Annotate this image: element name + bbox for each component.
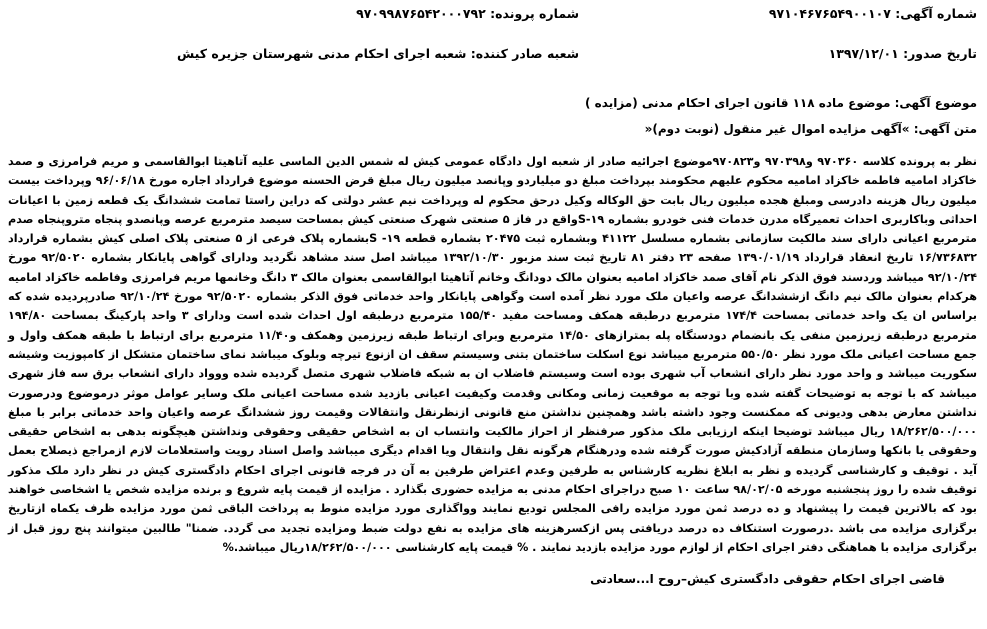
subject-label: موضوع آگهی: bbox=[894, 96, 977, 110]
subject-value: موضوع ماده ۱۱۸ قانون اجرای احکام مدنی (مزایده ) bbox=[585, 96, 891, 110]
notice-paragraph: نظر به پرونده کلاسه ۹۷۰۳۶۰ و۹۷۰۳۹۸ و۹۷۰۸۲۳موضوع اجرائیه صادر از شعبه اول دادگاه عمومی کیش له شمس الدین الماسی علیه آتاهیتا ابوالقاسمی و مریم فرامرزی و صمد خاکزاد امامیه فاطمه خاکزاد امامیه محکوم علیهم محکومند بپرداخت مبلغ دو میلیاردو وپانصد میلیون ریال مبلغ قرض الحسنه موضوع قرارداد اجاره مورخ ۹۶/۰۶/۱۸ وپرداخت بیست میلیون ریال هزینه دادرسی ومبلغ هجده میلیون ریال بابت حق الوکاله وکیل درحق محکوم له وپرداخت نیم عشر دولتی که دراین راستا تمامت ششدانگ یک قطعه زمین با اعیانات احداثی وباکاربری احداث تعمیرگاه مدرن خدمات فنی خودرو بشماره ۱۹-Sواقع در فاز ۵ صنعتی شهرک صنعتی کیش بمساحت سیصد مترمربع عرصه وپانصدو پنجاه متروپنجاه صدم مترمربع اعیانی دارای سند مالکیت سازمانی بشماره مسلسل ۴۱۱۲۲ وبشماره ثبت ۲۰۴۷۵ بشماره قطعه ۱۹- Sبشماره پلاک فرعی از ۵ صنعتی پلاک اصلی کیش بشماره قرارداد ۱۶/۷۳۶۸۳۲ تاریخ انعقاد قرارداد ۱۳۹۰/۰۱/۱۹ صفحه ۲۳ دفتر ۸۱ تاریخ ثبت سند مزبور ۱۳۹۲/۱۰/۳۰ میباشد اصل سند مشاهد نگردید ودارای گواهی پایانکار بشماره ۹۲/۵۰۲۰ مورخ ۹۲/۱۰/۲۴ میباشد وردسند فوق الذکر نام آقای صمد خاکزاد امامیه بعنوان مالک دودانگ وخانم آتاهیتا ابوالقاسمی بعنوان مالک ۳ دانگ وخانمها مریم فرامرزی وفاطمه خاکزاد امامیه هرکدام بعنوان مالک نیم دانگ ازششدانگ عرصه واعیان ملک مورد نظر آمده است وگواهی پایانکار واحد خدماتی فوق الذکر بشماره ۹۲/۵۰۲۰ مورخ ۹۲/۱۰/۲۴ صادرپردیده شده که براساس ان یک واحد خدماتی بمساحت ۱۷۴/۴ مترمربع درطبقه همکف ومساحت مفید ۱۵۵/۴۰ مترمربع درطبقه اول احداث شده است ودارای ۳ واحد پارکینگ بمساحت ۱۹۴/۸۰ مترمربع درطبقه زیرزمین منفی یک بانضمام دودستگاه پله بمترازهای ۱۴/۵۰ مترمربع وبرای ارتباط طبقه زیرزمین وهمکف و۱۱/۴۰ مترمربع برای ارتباط با طبقه همکف واول و جمع مساحت اعیانی ملک مورد نظر ۵۵۰/۵۰ مترمربع میباشد نوع اسکلت ساختمان بتنی وسیستم سقف ان ازنوع تیرچه وبلوک میباشد نمای ساختمان متشکل از کامپوزیت وشیشه سکوریت میباشد و واحد مورد نظر دارای انشعاب آب شهری بوده است وسیستم فاضلاب ان به شبکه فاضلاب شهری متصل گردیده شده ووواد دارای انشعاب برق سه فاز شهری میباشد که با توجه به توضیحات گفته شده وبا توجه به موقعیت زمانی ومکانی وقدمت وکیفیت اعیانی بازدید شده مساحت اعیانی ملک وسایر عوامل موثر درموضوع ودرصورت نداشتن معارض بدهی ودیونی که ممکنست وجود داشته باشد وهمچنین نداشتن منع قانونی ازنظرنقل وانتقالات وقیمت روز ششدانگ عرصه واعیان واحد خدماتی برابر با مبلغ ۱۸/۲۶۲/۵۰۰/۰۰۰ ریال میباشد توضیحا اینکه ارزیابی ملک مذکور صرفنظر از احراز مالکیت وانتساب ان به اشخاص حقیقی وحقوقی ونداشتن هیچگونه بدهی به اشخاص حقیقی وحقوقی یا بانکها وسازمان منطقه آزادکیش صورت گرفته شده ودرهنگام هرگونه نقل وانتقال ویا اقدام دیگری میباشد واصل اسناد رویت واستعلامات لازم ازمراجع ذیصلاح بعمل آید . توقیف و کارشناسی گردیده و نظر به ابلاغ نظریه کارشناس به طرفین وعدم اعتراض طرفین به آن در فرجه قانونی اجرای احکام دادگستری کیش در نظر دارد ملک مذکور توقیف شده را روز پنجشنبه مورخه ۹۸/۰۲/۰۵ ساعت ۱۰ صبح دراجرای احکام مدنی به مزایده حضوری بگذارد . مزایده از قیمت پایه شروع و برنده مزایده شخص یا اشخاصی خواهند بود که بالاترین قیمت را پیشنهاد و ده درصد ثمن مورد مزایده رافی المجلس تودیع نمایند وواگذاری مورد مزایده منوط به پرداخت الباقی ثمن مورد مزایده ظرف یکماه ازتاریخ برگزاری مزایده می باشد .درصورت استنکاف ده درصد دریافتی پس ازکسرهزینه های مزایده به نفع دولت ضبط ومزایده تجدید می گردد. ضمنا" طالبین میتوانند پنج روز قبل از برگزاری مزایده با هماهنگی دفتر اجرای احکام از لوازم مورد مزایده بازدید نمایند . % قیمت پایه کارشناسی ۱۸/۲۶۲/۵۰۰/۰۰۰ریال میباشد.% bbox=[8, 155, 978, 554]
case-number-label: شماره پرونده: bbox=[490, 6, 579, 21]
issue-date-label: تاریخ صدور: bbox=[903, 46, 977, 61]
subject bbox=[585, 96, 977, 110]
ad-text-title: »آگهی مزایده اموال غیر منقول (نوبت دوم)« bbox=[644, 122, 910, 136]
signature: قاضی اجرای احکام حقوقی دادگستری کیش–روح ا...سعادتی bbox=[590, 572, 945, 586]
notice-body bbox=[8, 152, 977, 557]
case-number bbox=[356, 6, 579, 21]
case-number-value: ۹۷۰۹۹۸۷۶۵۴۲۰۰۰۷۹۲ bbox=[356, 6, 486, 21]
issuer bbox=[177, 46, 579, 61]
ad-number-label: شماره آگهی: bbox=[895, 6, 977, 21]
issuer-value: شعبه اجرای احکام مدنی شهرستان جزیره کیش bbox=[177, 46, 467, 61]
ad-text-label: متن آگهی: bbox=[913, 122, 977, 136]
issue-date-value: ۱۳۹۷/۱۲/۰۱ bbox=[828, 46, 899, 61]
issue-date bbox=[829, 46, 977, 61]
issuer-label: شعبه صادر کننده: bbox=[470, 46, 579, 61]
ad-number-value: ۹۷۱۰۴۶۷۶۵۴۹۰۰۱۰۷ bbox=[768, 6, 891, 21]
ad-number bbox=[769, 6, 977, 21]
ad-text-heading bbox=[645, 122, 977, 136]
